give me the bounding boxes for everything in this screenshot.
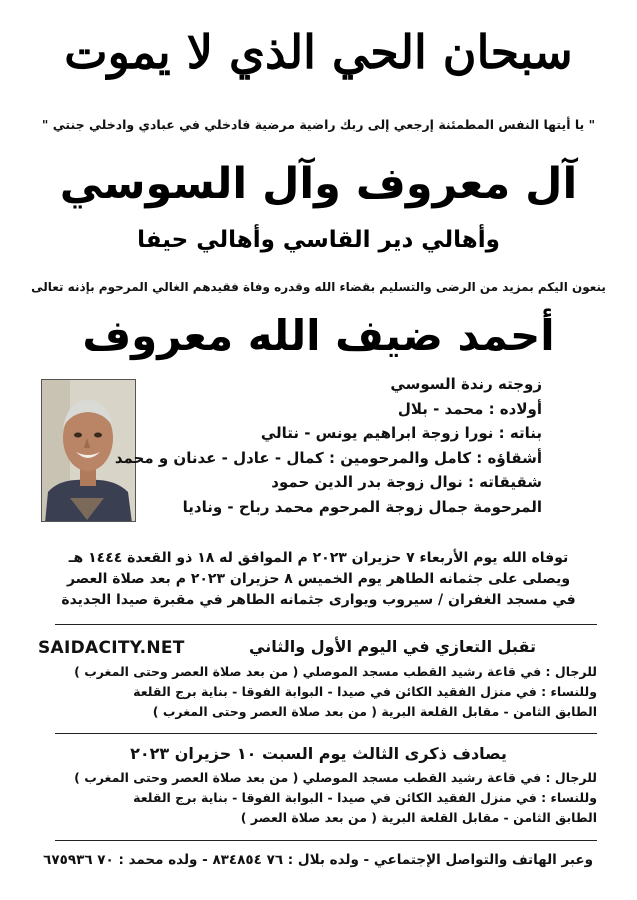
family-title: آل معروف وآل السوسي bbox=[59, 159, 578, 209]
relative-line: شقيقاته : نوال زوجة بدر الدين حمود bbox=[271, 473, 542, 491]
third-day-line: الطابق الثامن - مقابل القلعة البرية ( من بعد صلاة العصر ) bbox=[240, 810, 597, 825]
deceased-name: أحمد ضيف الله معروف bbox=[82, 311, 555, 360]
quran-verse: " يا أيتها النفس المطمئنة إرجعي إلى ربك راضية مرضية فادخلي في عبادي وادخلي جنتي " bbox=[41, 117, 596, 132]
header-calligraphy: سبحان الحي الذي لا يموت bbox=[64, 25, 573, 79]
relative-line: زوجته رندة السوسي bbox=[390, 375, 542, 393]
site-watermark: SAIDACITY.NET bbox=[38, 638, 185, 658]
relative-line: المرحومة جمال زوجة المرحوم محمد رباح - وناديا bbox=[182, 497, 542, 516]
condolences-heading: تقبل التعازي في اليوم الأول والثاني bbox=[249, 637, 536, 656]
divider bbox=[55, 840, 597, 841]
death-info-line: توفاه الله يوم الأربعاء ٧ حزيران ٢٠٢٣ م الموافق له ١٨ ذو القعدة ١٤٤٤ هـ bbox=[68, 550, 569, 566]
family-subtitle: وأهالي دير القاسي وأهالي حيفا bbox=[137, 227, 500, 253]
divider bbox=[55, 733, 597, 734]
relative-line: بناته : نورا زوجة ابراهيم يونس - نتالي bbox=[260, 424, 542, 442]
death-info-line: ويصلى على جثمانه الطاهر يوم الخميس ٨ حزيران ٢٠٢٣ م بعد صلاة العصر bbox=[66, 571, 571, 587]
relative-line: أشقاؤه : كامل والمرحومين : كمال - عادل - عدنان و محمد bbox=[114, 448, 542, 467]
condolences-details bbox=[30, 662, 597, 722]
divider bbox=[55, 624, 597, 625]
condolence-line: الطابق الثامن - مقابل القلعة البرية ( من بعد صلاة العصر وحتى المغرب ) bbox=[152, 704, 597, 719]
contact-info: وعبر الهاتف والتواصل الإجتماعي - ولده بلال : ٧٦ ٨٣٤٨٥٤ - ولده محمد : ٧٠ ٦٧٥٩٣٦ bbox=[43, 852, 593, 868]
announcement-text: ينعون اليكم بمزيد من الرضى والتسليم بقضاء الله وقدره وفاة فقيدهم الغالي المرحوم بإذنه تعالى bbox=[31, 280, 606, 294]
death-info-line: في مسجد الغفران / سيروب ويوارى جثمانه الطاهر في مقبرة صيدا الجديدة bbox=[61, 592, 576, 608]
relative-line: أولاده : محمد - بلال bbox=[397, 399, 542, 418]
third-day-line: للرجال : في قاعة رشيد القطب مسجد الموصلي ( من بعد صلاة العصر وحتى المغرب ) bbox=[74, 770, 597, 785]
relatives-list bbox=[114, 372, 542, 519]
third-day-line: وللنساء : في منزل الفقيد الكائن في صيدا - البوابة الفوقا - بناية برج القلعة bbox=[133, 790, 597, 805]
third-day-details bbox=[30, 768, 597, 828]
condolence-line: للرجال : في قاعة رشيد القطب مسجد الموصلي ( من بعد صلاة العصر وحتى المغرب ) bbox=[74, 664, 597, 679]
third-day-heading: يصادف ذكرى الثالث يوم السبت ١٠ حزيران ٢٠٢٣ bbox=[130, 744, 507, 763]
condolence-line: وللنساء : في منزل الفقيد الكائن في صيدا - البوابة الفوقا - بناية برج القلعة bbox=[133, 684, 597, 699]
death-info bbox=[22, 548, 615, 611]
